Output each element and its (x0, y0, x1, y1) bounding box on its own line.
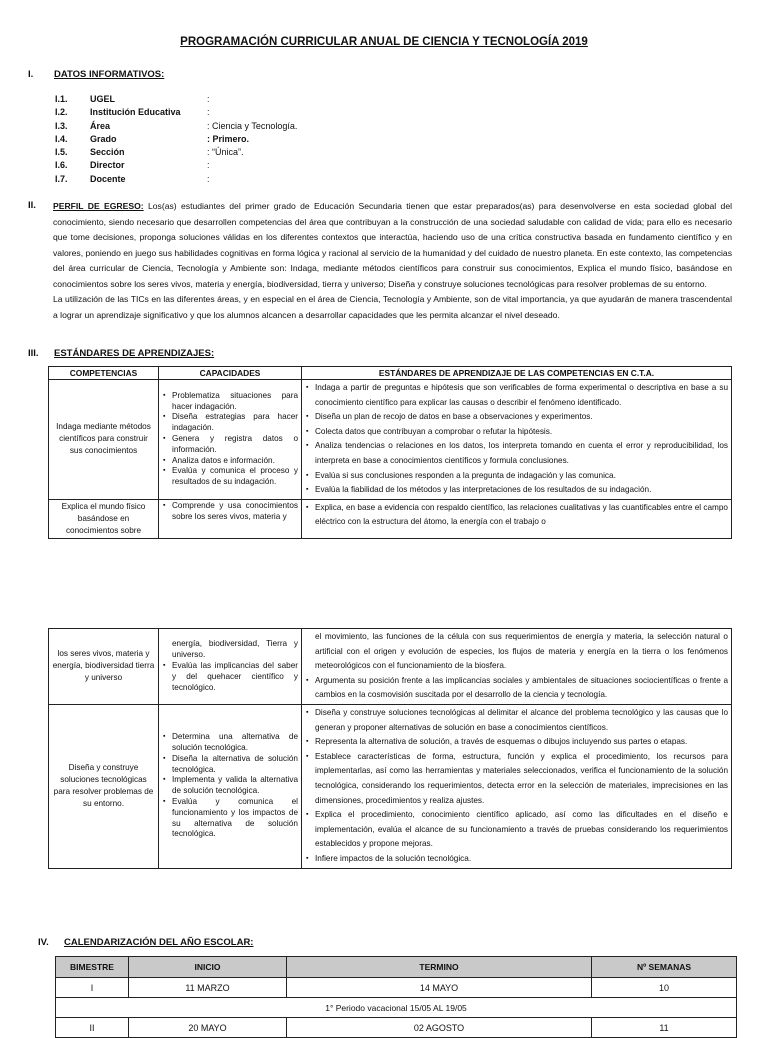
datos-label: Grado (90, 133, 117, 144)
section-number: II. (28, 200, 36, 211)
perfil-paragraph (53, 199, 732, 292)
estandar-item: ▪ Analiza tendencias o relaciones en los datos, los interpreta tomando en cuenta el error y reproducibilidad, los interpreta en base a conocimientos científicos y formula conclusiones. (315, 439, 728, 468)
perfil-text: Los(as) estudiantes del primer grado de Educación Secundaria tienen que estar preparados(as) para desenvolverse en esta sociedad global del conocimiento, siendo necesario que desarrollen competencias del área que contribuyan a la construcción de una sociedad saludable con calidad de vida; para ello es necesario que tome decisiones, proponga soluciones válidas en los diferentes contextos que interactúa, haciendo uso de una crítica constructiva basada en fundamento científico y en valores, poniendo en juego sus habilidades cognitivas en forma lógica y racional al servicio de la humanidad y del cuidado de nuestro planeta. En este contexto, las competencias del área curricular de Ciencia, Tecnología y Ambiente son: Indaga, mediante métodos científicos para construir sus conocimientos, Explica el mundo físico, basándose en conocimientos sobre los seres vivos, materia y energía, biodiversidad, tierra y universo; Diseña y construye soluciones tecnológicas para resolver problemas de su entorno. (53, 201, 733, 289)
estandar-item: ▪ Explica el procedimiento, conocimiento científico aplicado, así como las dificultades en el diseño e implementación, evalúa el alcance de su funcionamiento a través de pruebas considerando los requerimientos establecidos y propone mejoras. (315, 808, 728, 852)
perfil-lead: PERFIL DE EGRESO: (53, 201, 144, 211)
datos-key: I.3. (55, 120, 68, 131)
datos-row (55, 106, 297, 119)
perfil-paragraph: La utilización de las TICs en las diferentes áreas, y en especial en el área de Ciencia, Tecnología y Ambiente, son de vital importancia, ya que ayudarán de manera trascendental a lograr un aprendizaje significativo y que los alumnos alcancen a desarrollar capacidades que les permita alcanzar el nivel deseado. (53, 294, 732, 320)
column-header: COMPETENCIAS (49, 367, 159, 380)
column-header: TERMINO (287, 957, 592, 978)
bimestre-cell: I (56, 978, 129, 998)
estandar-item: ▪ Establece características de forma, estructura, función y explica el procedimiento, los recursos para implementarlas, así como las herramientas y materiales seleccionados, verifica el funcionamiento de la solución tecnológica, considerando los requerimientos, detecta error en la selección de materiales, imprecisiones en las dimensiones, procedimientos y realiza ajustes. (315, 750, 728, 808)
capacidad-item: ▪ Implementa y valida la alternativa de solución tecnológica. (172, 775, 298, 797)
column-header: ESTÁNDARES DE APRENDIZAJE DE LAS COMPETENCIAS EN C.T.A. (302, 367, 732, 380)
table-header-row (49, 367, 732, 380)
capacidad-item: ▪ Diseña la alternativa de solución tecnológica. (172, 754, 298, 776)
datos-key: I.7. (55, 173, 68, 184)
estandares-cell (302, 629, 732, 705)
table-row (49, 499, 732, 538)
capacidad-item: ▪ Evalúa las implicancias del saber y del quehacer científico y tecnológico. (172, 661, 298, 693)
table-row (49, 380, 732, 500)
competencia-cell: Indaga mediante métodos científicos para construir sus conocimientos (49, 380, 159, 500)
section-title: DATOS INFORMATIVOS: (54, 69, 165, 80)
datos-row (55, 133, 297, 146)
table-row (49, 629, 732, 705)
section-number: IV. (38, 937, 49, 948)
capacidad-continuation: energía, biodiversidad, Tierra y universo. (172, 639, 298, 660)
datos-value: : (207, 107, 210, 118)
datos-value: : “Única”. (207, 147, 244, 158)
column-header: Nº SEMANAS (592, 957, 737, 978)
capacidades-cell (159, 380, 302, 500)
estandares-cell (302, 380, 732, 500)
datos-row (55, 159, 297, 172)
vacation-row: 1° Periodo vacacional 15/05 AL 19/05 (56, 998, 737, 1018)
estandares-cell (302, 704, 732, 868)
section-datos-heading (28, 69, 164, 80)
bimestre-cell: II (56, 1018, 129, 1038)
capacidad-item: ▪ Analiza datos e información. (172, 456, 298, 467)
estandar-item: ▪ Evalúa si sus conclusiones responden a la pregunta de indagación y las comunica. (315, 469, 728, 484)
standards-table (48, 366, 732, 539)
estandar-item: ▪ Diseña y construye soluciones tecnológicas al delimitar el alcance del problema tecnológico y las causas que lo generan y proponer alternativas de solución en base a conocimientos científicos. (315, 706, 728, 735)
datos-value: : Primero. (207, 133, 250, 144)
datos-value: : (207, 160, 210, 171)
estandar-item: ▪ Indaga a partir de preguntas e hipótesis que son verificables de forma experimental o descriptiva en base a su conocimiento científico para explicar las causas o describir el fenómeno identificado. (315, 381, 728, 410)
datos-row (55, 120, 297, 133)
termino-cell: 02 AGOSTO (287, 1018, 592, 1038)
column-header: INICIO (129, 957, 287, 978)
datos-key: I.5. (55, 147, 68, 158)
inicio-cell: 20 MAYO (129, 1018, 287, 1038)
datos-key: I.4. (55, 133, 68, 144)
datos-row (55, 146, 297, 159)
datos-key: I.6. (55, 160, 68, 171)
capacidad-item: ▪ Evalúa y comunica el proceso y resultados de su indagación. (172, 466, 298, 488)
competencia-cell: Explica el mundo físico basándose en conocimientos sobre (49, 499, 159, 538)
table-header-row (56, 957, 737, 978)
datos-label: Institución Educativa (90, 107, 181, 118)
competencia-cell: los seres vivos, materia y energía, biodiversidad tierra y universo (49, 629, 159, 705)
estandar-item: ▪ Infiere impactos de la solución tecnológica. (315, 852, 728, 867)
estandar-item: ▪ Explica, en base a evidencia con respaldo científico, las relaciones cualitativas y las cuantificables entre el campo eléctrico con la estructura del átomo, la energía con el trabajo o (315, 501, 728, 530)
table-row (56, 998, 737, 1018)
datos-label: UGEL (90, 94, 116, 104)
datos-label: Sección (90, 147, 125, 158)
standards-table-continued (48, 628, 732, 869)
calendar-table (55, 956, 737, 1038)
capacidad-item: ▪ Determina una alternativa de solución tecnológica. (172, 732, 298, 754)
estandares-cell (302, 499, 732, 538)
datos-value: : Ciencia y Tecnología. (207, 120, 298, 131)
estandar-item: ▪ Colecta datos que contribuyan a comprobar o refutar la hipótesis. (315, 425, 728, 440)
estandar-item: ▪ Argumenta su posición frente a las implicancias sociales y ambientales de situaciones sociocientíficas o frente a cambios en la cosmovisión suscitada por el desarrollo de la ciencia y tecnología. (315, 674, 728, 703)
table-row (56, 978, 737, 998)
capacidad-item: ▪ Genera y registra datos o información. (172, 434, 298, 456)
section-title: ESTÁNDARES DE APRENDIZAJES: (54, 348, 215, 359)
datos-row (55, 93, 297, 106)
document-title: PROGRAMACIÓN CURRICULAR ANUAL DE CIENCIA Y TECNOLOGÍA 2019 (180, 36, 588, 48)
column-header: CAPACIDADES (159, 367, 302, 380)
capacidad-item: ▪ Evalúa y comunica el funcionamiento y los impactos de su alternativa de solución tecnológica. (172, 797, 298, 840)
capacidad-item: ▪ Problematiza situaciones para hacer indagación. (172, 391, 298, 413)
section-perfil-number (28, 200, 54, 211)
inicio-cell: 11 MARZO (129, 978, 287, 998)
datos-value: : (207, 173, 210, 184)
datos-label: Área (90, 120, 111, 131)
column-header: BIMESTRE (56, 957, 129, 978)
datos-list (55, 93, 297, 186)
semanas-cell: 11 (592, 1018, 737, 1038)
capacidades-cell (159, 704, 302, 868)
semanas-cell: 10 (592, 978, 737, 998)
section-number: I. (28, 69, 34, 80)
datos-key: I.1. (55, 94, 68, 104)
datos-value: : (207, 94, 210, 104)
section-estandares-heading (28, 348, 214, 359)
estandar-item: ▪ Evalúa la fiabilidad de los métodos y las interpretaciones de los resultados de su indagación. (315, 483, 728, 498)
capacidades-cell (159, 499, 302, 538)
section-title: CALENDARIZACIÓN DEL AÑO ESCOLAR: (64, 937, 254, 948)
estandar-item: ▪ Diseña un plan de recojo de datos en base a observaciones y experimentos. (315, 410, 728, 425)
competencia-cell: Diseña y construye soluciones tecnológicas para resolver problemas de su entorno. (49, 704, 159, 868)
section-calendario-heading (38, 937, 253, 948)
perfil-paragraphs (53, 199, 732, 323)
capacidad-item: ▪ Diseña estrategias para hacer indagación. (172, 412, 298, 434)
capacidad-item: ▪ Comprende y usa conocimientos sobre los seres vivos, materia y (172, 501, 298, 523)
datos-row (55, 173, 297, 186)
datos-label: Docente (90, 173, 126, 184)
capacidades-cell (159, 629, 302, 705)
termino-cell: 14 MAYO (287, 978, 592, 998)
table-row (56, 1018, 737, 1038)
datos-label: Director (90, 160, 125, 171)
estandar-item: ▪ Representa la alternativa de solución, a través de esquemas o dibujos incluyendo sus partes o etapas. (315, 735, 728, 750)
estandar-continuation: el movimiento, las funciones de la célula con sus requerimientos de energía y materia, la selección natural o artificial con el origen y evolución de especies, los flujos de materia y energía en la tierra o los fenómenos meteorológicos con el funcionamiento de la biosfera. (315, 632, 728, 671)
section-number: III. (28, 348, 39, 359)
table-row (49, 704, 732, 868)
datos-key: I.2. (55, 107, 68, 118)
